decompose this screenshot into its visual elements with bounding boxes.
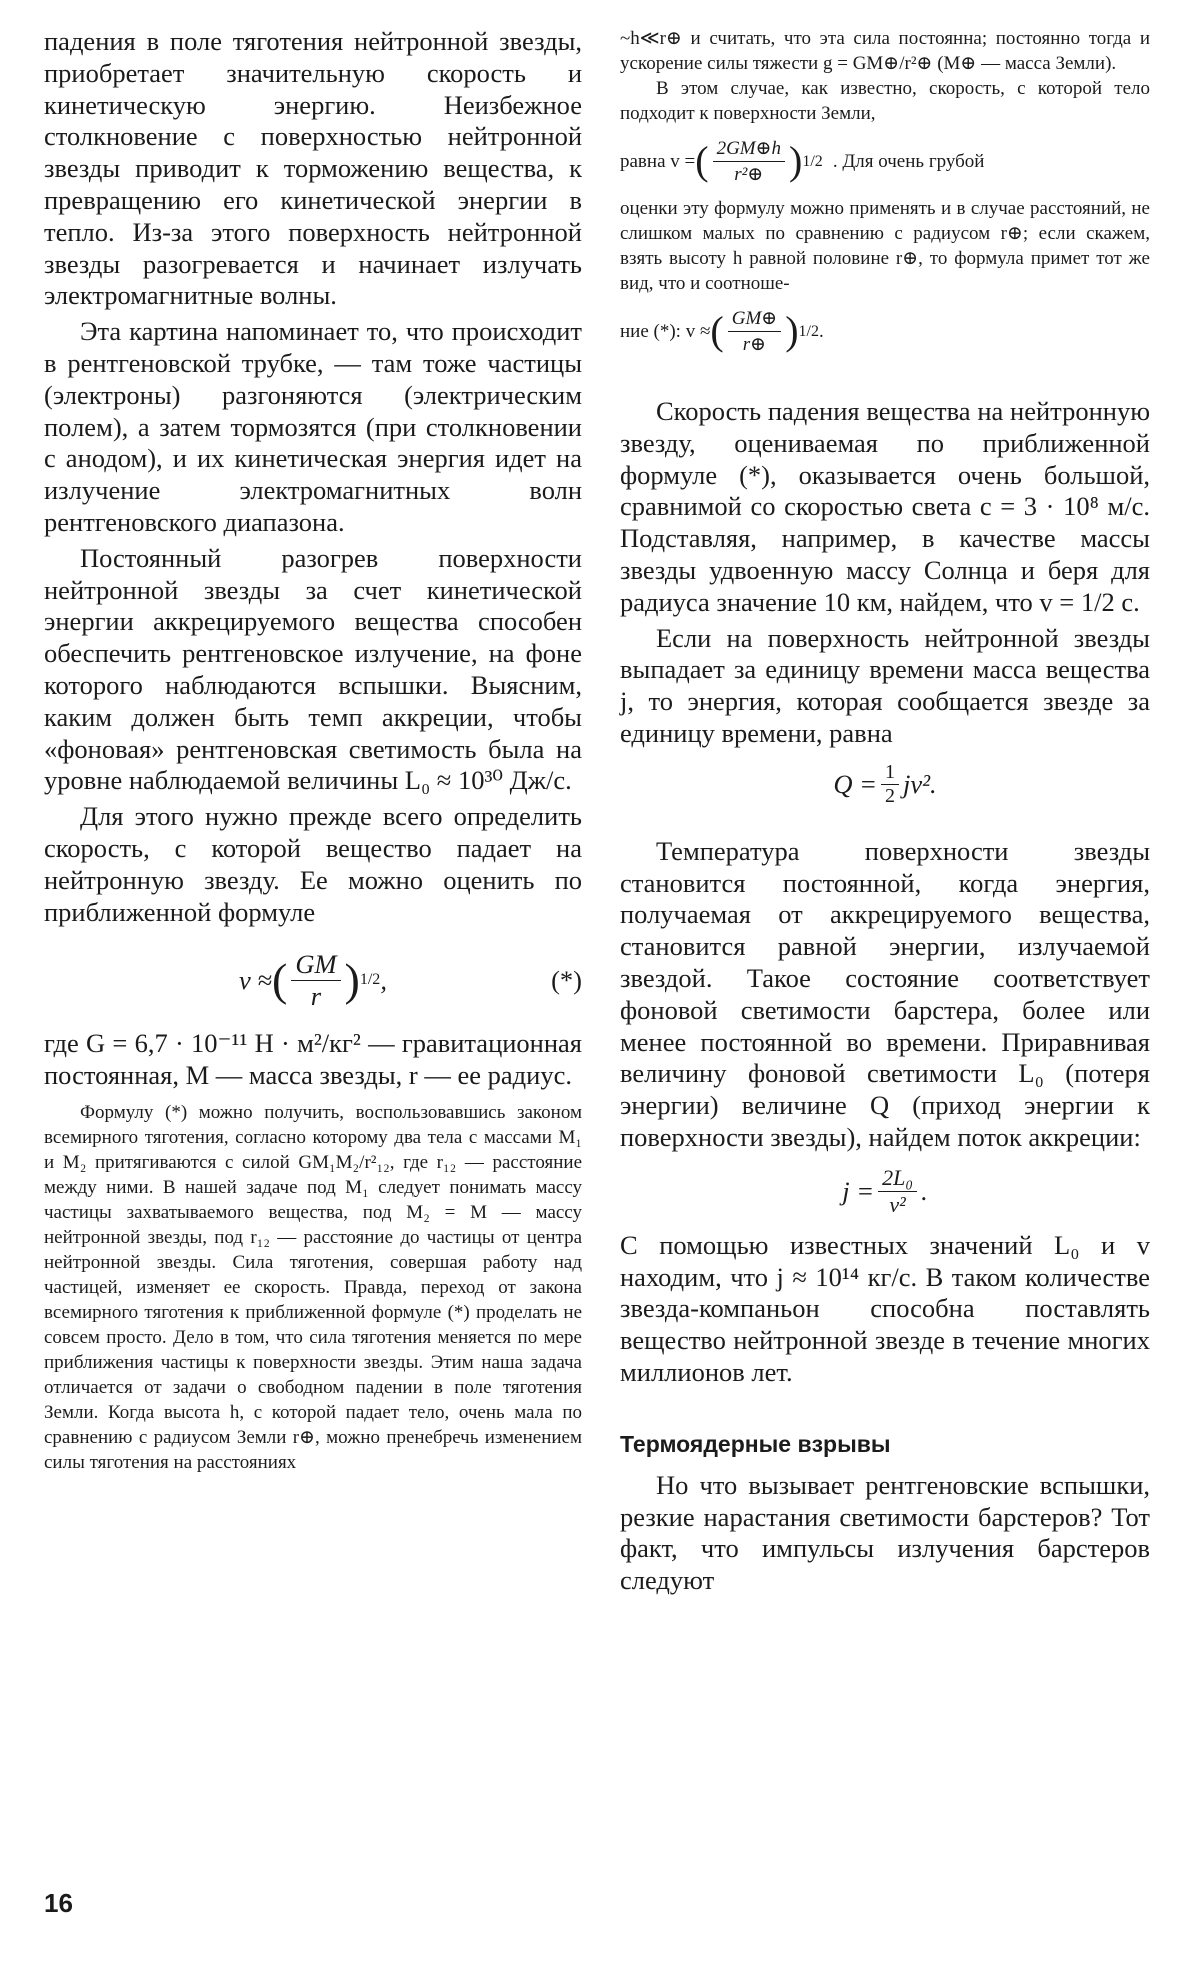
- paren-open: (: [271, 954, 288, 1006]
- paren-open: (: [710, 308, 724, 353]
- formula-tail: .: [818, 320, 824, 342]
- footnote-text: оценки эту формулу можно применять и в случае расстояний, не слишком малых по сравнению с радиусом r⊕; если скажем, взять высоту h равной половине r⊕, то формула примет тот же вид, что и соотноше-: [620, 198, 1150, 294]
- paren-close: ): [789, 138, 803, 183]
- footnote-text: В этом случае, как известно, скорость, с которой тело подходит к поверхности Земли,: [620, 78, 1150, 124]
- right-column: [620, 26, 1150, 1597]
- formula-lead: ние (*): v ≈: [620, 320, 711, 342]
- formula-energy: [620, 750, 1150, 820]
- paragraph: Скорость падения вещества на нейтронную звезду, оцениваемая по приближенной формуле (*), оказывается очень большой, сравнимой со скоростью света c = 3 · 10⁸ м/с. Подставляя, например, в качестве массы звезды удвоенную массу Солнца и беря для радиуса значение 10 км, найдем, что v = 1/2 c.: [620, 396, 1150, 617]
- numerator: GM⊕: [728, 306, 781, 332]
- left-column: [44, 26, 582, 1475]
- formula-earth-velocity: [620, 126, 1150, 196]
- formula-rhs: jv².: [902, 769, 937, 800]
- paragraph: где G = 6,7 · 10⁻¹¹ Н · м²/кг² — гравитационная постоянная, M — масса звезды, r — ее радиус.: [44, 1028, 582, 1091]
- fraction: [728, 306, 781, 357]
- exponent: 1/2: [802, 152, 823, 170]
- denominator: r²⊕: [734, 163, 764, 185]
- fraction: [713, 136, 785, 187]
- paren-open: (: [695, 138, 709, 183]
- paragraph: Для этого нужно прежде всего определить скорость, с которой вещество падает на нейтронную звезду. Ее можно оценить по приближенной формуле: [44, 801, 582, 927]
- formula-lead: равна v =: [620, 150, 696, 172]
- denominator: v²: [889, 1192, 906, 1218]
- page-number: 16: [44, 1888, 73, 1918]
- formula-tail: . Для очень грубой: [832, 150, 985, 172]
- exponent: 1/2: [359, 971, 381, 989]
- formula-rough-estimate: [620, 296, 1150, 366]
- footnote-text: ~h≪r⊕ и считать, что эта сила постоянна; постоянно тогда и ускорение силы тяжести g = GM⊕/r²⊕ (M⊕ — масса Земли).: [620, 28, 1150, 74]
- formula-velocity: [44, 938, 582, 1022]
- paren-close: ): [344, 954, 360, 1006]
- paragraph: Но что вызывает рентгеновские вспышки, резкие нарастания светимости барстеров? Тот факт, что импульсы излучения барстеров следуют: [620, 1469, 1150, 1596]
- numerator: 1: [881, 761, 899, 785]
- formula-tail: .: [921, 1176, 928, 1207]
- paren-close: ): [785, 308, 799, 353]
- numerator: 2L₀: [878, 1165, 917, 1192]
- paragraph: С помощью известных значений L₀ и v находим, что j ≈ 10¹⁴ кг/с. В таком количестве звезда-компаньон способна поставлять вещество нейтронной звезде в течение многих миллионов лет.: [620, 1229, 1150, 1387]
- numerator: GM: [291, 949, 340, 981]
- denominator: 2: [884, 785, 895, 808]
- paragraph: Если на поверхность нейтронной звезды выпадает за единицу времени масса вещества j, то энергия, которая сообщается звезде за единицу времени, равна: [620, 622, 1150, 748]
- formula-accretion: [620, 1154, 1150, 1230]
- formula-lhs: j =: [842, 1176, 875, 1207]
- paragraph: Температура поверхности звезды становится постоянной, когда энергия, получаемая от аккрецируемого вещества, становится равной энергии, излучаемой звездой. Такое состояние соответствует фоновой светимости барстера, более или менее постоянной во времени. Приравнивая величину фоновой светимости L₀ (потеря энергии) величине Q (приход энергии к поверхности звезды), найдем поток аккреции:: [620, 835, 1150, 1152]
- fraction: [881, 761, 899, 808]
- denominator: r: [310, 980, 322, 1011]
- fraction: [878, 1165, 917, 1218]
- numerator: 2GM⊕h: [713, 136, 785, 162]
- fraction: [291, 949, 340, 1012]
- paragraph: Эта картина напоминает то, что происходит в рентгеновской трубке, — там тоже частицы (электроны) разгоняются (электрическим полем), а затем тормозятся (при столкновении с анодом), и их кинетическая энергия идет на излучение электромагнитных волн рентгеновского диапазона.: [44, 316, 582, 537]
- paragraph: падения в поле тяготения нейтронной звезды, приобретает значительную скорость и кинетическую энергию. Неизбежное столкновение с поверхностью нейтронной звезды приводит к торможению вещества, к превращению его кинетической энергии в тепло. Из-за этого поверхность нейтронной звезды разогревается и начинает излучать электромагнитные волны.: [44, 26, 582, 311]
- exponent: 1/2: [798, 322, 819, 340]
- section-heading: Термоядерные взрывы: [620, 1430, 891, 1457]
- denominator: r⊕: [742, 333, 767, 355]
- formula-tag: (*): [551, 964, 582, 995]
- footnote-text: Формулу (*) можно получить, воспользовавшись законом всемирного тяготения, согласно которому два тела с массами M₁ и M₂ притягиваются с силой GM₁M₂/r²₁₂, где r₁₂ — расстояние между ними. В нашей задаче под M₁ следует понимать массу частицы захватываемого вещества, под M₂ = M — массу нейтронной звезды, под r₁₂ — расстояние до частицы от центра нейтронной звезды. Сила тяготения, совершая работу над частицей, изменяет ее скорость. Правда, переход от закона всемирного тяготения к приближенной формуле (*) проделать не совсем просто. Дело в том, что сила тяготения меняется по мере приближения частицы к поверхности звезды. Этим наша задача отличается от задачи о свободном падении в поле тяготения Земли. Когда высота h, с которой падает тело, очень мала по сравнению с радиусом Земли r⊕, можно пренебречь изменением силы тяготения на расстояниях: [44, 1101, 582, 1473]
- formula-lhs: Q =: [833, 769, 877, 800]
- paragraph: Постоянный разогрев поверхности нейтронной звезды за счет кинетической энергии аккрецируемого вещества способен обеспечить рентгеновское излучение, на фоне которого наблюдаются вспышки. Выясним, каким должен быть темп аккреции, чтобы «фоновая» рентгеновская светимость была на уровне наблюдаемой величины L₀ ≈ 10³⁰ Дж/с.: [44, 542, 582, 796]
- formula-lhs: v ≈: [239, 964, 272, 995]
- formula-comma: ,: [380, 964, 387, 995]
